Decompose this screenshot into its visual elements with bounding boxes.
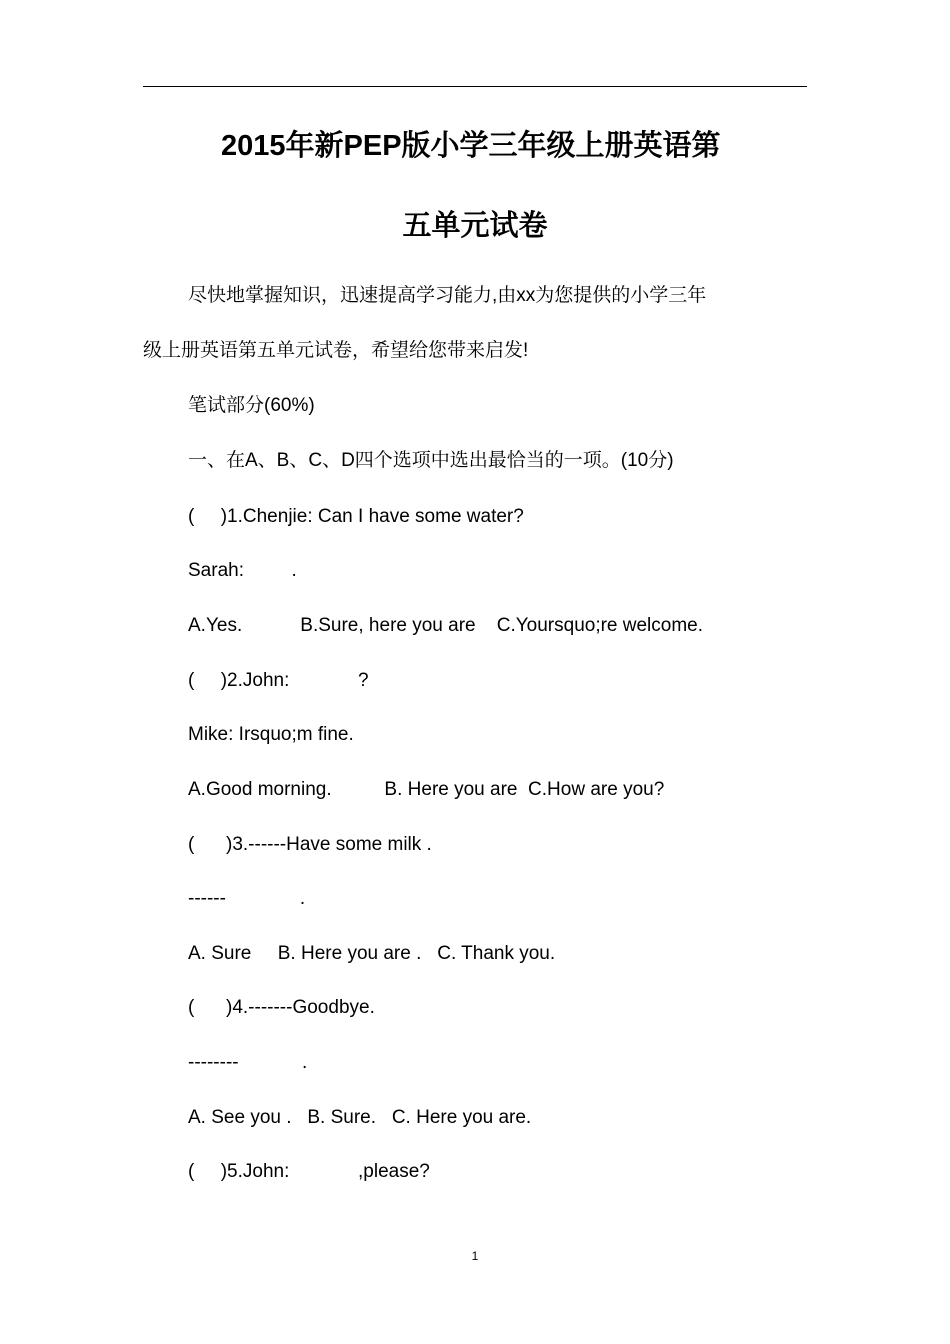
question-3-options: A. Sure B. Here you are . C. Thank you. [188,943,556,964]
question-3-stem: ( )3.------Have some milk . [188,834,432,855]
intro-line-1: 尽快地掌握知识，迅速提高学习能力,由xx为您提供的小学三年 [188,285,707,306]
part-heading: 一、在A、B、C、D四个选项中选出最恰当的一项。(10分) [188,450,674,471]
question-2-reply: Mike: Irsquo;m fine. [188,724,354,745]
question-1-options: A.Yes. B.Sure, here you are C.Yoursquo;re welcome. [188,615,704,636]
question-4-reply: -------- . [188,1052,308,1073]
question-2-stem: ( )2.John: ? [188,670,369,691]
question-5-stem: ( )5.John: ,please? [188,1161,430,1182]
document-title-line-1: 2015年新PEP版小学三年级上册英语第 [221,130,721,162]
question-4-options: A. See you . B. Sure. C. Here you are. [188,1107,532,1128]
question-3-reply: ------ . [188,888,306,909]
question-1-reply: Sarah: . [188,560,297,581]
question-2-options: A.Good morning. B. Here you are C.How are you? [188,779,665,800]
section-heading: 笔试部分(60%) [188,395,315,416]
page-number: 1 [471,1249,479,1263]
question-4-stem: ( )4.-------Goodbye. [188,997,375,1018]
header-rule [143,86,807,87]
intro-line-2: 级上册英语第五单元试卷，希望给您带来启发! [143,340,529,361]
question-1-stem: ( )1.Chenjie: Can I have some water? [188,506,524,527]
document-title-line-2: 五单元试卷 [402,210,548,242]
